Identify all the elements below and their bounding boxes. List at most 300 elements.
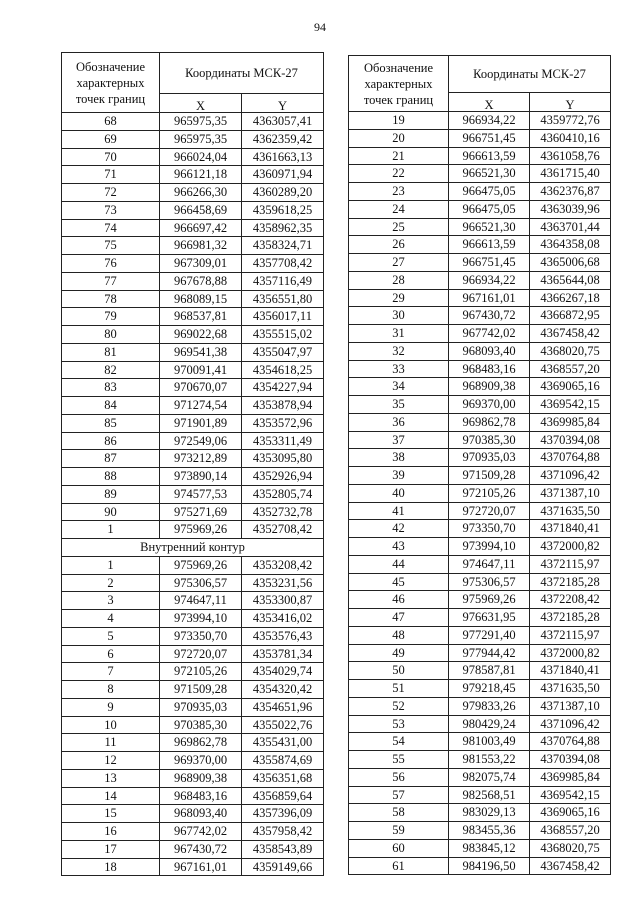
x-header: X bbox=[160, 94, 242, 113]
y-coordinate: 4356859,64 bbox=[242, 787, 324, 805]
table-row bbox=[62, 201, 324, 219]
x-coordinate: 968909,38 bbox=[160, 769, 242, 787]
x-coordinate: 972105,26 bbox=[449, 484, 530, 502]
x-coordinate: 968537,81 bbox=[160, 308, 242, 326]
x-coordinate: 979833,26 bbox=[449, 697, 530, 715]
x-coordinate: 966121,18 bbox=[160, 166, 242, 184]
y-coordinate: 4359772,76 bbox=[530, 112, 611, 130]
x-coordinate: 972720,07 bbox=[449, 502, 530, 520]
x-coordinate: 975271,69 bbox=[160, 503, 242, 521]
x-coordinate: 968483,16 bbox=[449, 360, 530, 378]
y-coordinate: 4372115,97 bbox=[530, 626, 611, 644]
x-coordinate: 973890,14 bbox=[160, 468, 242, 486]
point-number: 50 bbox=[349, 662, 449, 680]
x-coordinate: 970385,30 bbox=[449, 431, 530, 449]
table-row bbox=[349, 449, 611, 467]
y-coordinate: 4353095,80 bbox=[242, 450, 324, 468]
point-number: 9 bbox=[62, 698, 160, 716]
point-number: 21 bbox=[349, 147, 449, 165]
table-row bbox=[62, 752, 324, 770]
y-coordinate: 4371096,42 bbox=[530, 715, 611, 733]
point-number: 61 bbox=[349, 857, 449, 875]
y-coordinate: 4354227,94 bbox=[242, 379, 324, 397]
x-header: X bbox=[449, 93, 530, 112]
point-number: 88 bbox=[62, 468, 160, 486]
table-row bbox=[62, 450, 324, 468]
table-row bbox=[62, 805, 324, 823]
table-row bbox=[62, 787, 324, 805]
x-coordinate: 965975,35 bbox=[160, 130, 242, 148]
point-number: 58 bbox=[349, 804, 449, 822]
table-row bbox=[349, 626, 611, 644]
y-coordinate: 4371635,50 bbox=[530, 680, 611, 698]
y-coordinate: 4357958,42 bbox=[242, 823, 324, 841]
point-number: 89 bbox=[62, 485, 160, 503]
point-number: 57 bbox=[349, 786, 449, 804]
x-coordinate: 969862,78 bbox=[160, 734, 242, 752]
y-coordinate: 4362376,87 bbox=[530, 183, 611, 201]
table-row bbox=[349, 307, 611, 325]
x-coordinate: 975969,26 bbox=[449, 591, 530, 609]
point-number: 73 bbox=[62, 201, 160, 219]
point-number: 72 bbox=[62, 184, 160, 202]
table-row bbox=[62, 414, 324, 432]
point-number: 16 bbox=[62, 823, 160, 841]
y-coordinate: 4362359,42 bbox=[242, 130, 324, 148]
y-coordinate: 4372185,28 bbox=[530, 573, 611, 591]
point-number: 60 bbox=[349, 839, 449, 857]
x-coordinate: 966266,30 bbox=[160, 184, 242, 202]
x-coordinate: 980429,24 bbox=[449, 715, 530, 733]
point-number: 5 bbox=[62, 627, 160, 645]
y-coordinate: 4368557,20 bbox=[530, 360, 611, 378]
y-coordinate: 4354651,96 bbox=[242, 698, 324, 716]
point-number: 23 bbox=[349, 183, 449, 201]
table-row bbox=[62, 610, 324, 628]
x-coordinate: 982075,74 bbox=[449, 768, 530, 786]
x-coordinate: 981003,49 bbox=[449, 733, 530, 751]
y-coordinate: 4355431,00 bbox=[242, 734, 324, 752]
y-coordinate: 4367458,42 bbox=[530, 325, 611, 343]
point-number: 3 bbox=[62, 592, 160, 610]
x-coordinate: 966697,42 bbox=[160, 219, 242, 237]
x-coordinate: 969022,68 bbox=[160, 326, 242, 344]
table-row bbox=[62, 468, 324, 486]
y-coordinate: 4353416,02 bbox=[242, 610, 324, 628]
point-number: 78 bbox=[62, 290, 160, 308]
designation-header: Обозначение характерных точек границ bbox=[62, 53, 160, 113]
y-coordinate: 4353311,49 bbox=[242, 432, 324, 450]
table-row bbox=[349, 413, 611, 431]
table-row bbox=[349, 218, 611, 236]
y-coordinate: 4371840,41 bbox=[530, 520, 611, 538]
y-coordinate: 4353781,34 bbox=[242, 645, 324, 663]
table-row bbox=[349, 112, 611, 130]
point-number: 76 bbox=[62, 255, 160, 273]
point-number: 49 bbox=[349, 644, 449, 662]
y-coordinate: 4371387,10 bbox=[530, 697, 611, 715]
point-number: 15 bbox=[62, 805, 160, 823]
y-coordinate: 4363039,96 bbox=[530, 200, 611, 218]
point-number: 54 bbox=[349, 733, 449, 751]
x-coordinate: 968093,40 bbox=[160, 805, 242, 823]
x-coordinate: 975306,57 bbox=[449, 573, 530, 591]
y-coordinate: 4368020,75 bbox=[530, 839, 611, 857]
point-number: 47 bbox=[349, 609, 449, 627]
y-coordinate: 4372000,82 bbox=[530, 644, 611, 662]
x-coordinate: 982568,51 bbox=[449, 786, 530, 804]
table-row bbox=[62, 166, 324, 184]
x-coordinate: 972549,06 bbox=[160, 432, 242, 450]
y-coordinate: 4353878,94 bbox=[242, 397, 324, 415]
x-coordinate: 983455,36 bbox=[449, 822, 530, 840]
point-number: 43 bbox=[349, 538, 449, 556]
table-row bbox=[349, 271, 611, 289]
x-coordinate: 967742,02 bbox=[160, 823, 242, 841]
inner-contour-title: Внутренний контур bbox=[62, 539, 324, 557]
y-coordinate: 4371096,42 bbox=[530, 467, 611, 485]
point-number: 20 bbox=[349, 129, 449, 147]
x-coordinate: 973350,70 bbox=[449, 520, 530, 538]
point-number: 8 bbox=[62, 681, 160, 699]
point-number: 10 bbox=[62, 716, 160, 734]
x-coordinate: 975969,26 bbox=[160, 556, 242, 574]
y-coordinate: 4369985,84 bbox=[530, 768, 611, 786]
y-coordinate: 4352732,78 bbox=[242, 503, 324, 521]
y-coordinate: 4370394,08 bbox=[530, 431, 611, 449]
y-coordinate: 4369065,16 bbox=[530, 378, 611, 396]
point-number: 11 bbox=[62, 734, 160, 752]
y-coordinate: 4372185,28 bbox=[530, 609, 611, 627]
y-coordinate: 4356351,68 bbox=[242, 769, 324, 787]
x-coordinate: 976631,95 bbox=[449, 609, 530, 627]
point-number: 87 bbox=[62, 450, 160, 468]
table-row bbox=[62, 663, 324, 681]
table-row bbox=[62, 343, 324, 361]
point-number: 19 bbox=[349, 112, 449, 130]
table-row bbox=[62, 113, 324, 131]
point-number: 56 bbox=[349, 768, 449, 786]
x-coordinate: 965975,35 bbox=[160, 113, 242, 131]
y-header: Y bbox=[530, 93, 611, 112]
y-coordinate: 4352926,94 bbox=[242, 468, 324, 486]
point-number: 41 bbox=[349, 502, 449, 520]
point-number: 2 bbox=[62, 574, 160, 592]
table-row bbox=[349, 662, 611, 680]
y-coordinate: 4366267,18 bbox=[530, 289, 611, 307]
table-row bbox=[62, 592, 324, 610]
point-number: 81 bbox=[62, 343, 160, 361]
point-number: 24 bbox=[349, 200, 449, 218]
table-row bbox=[62, 379, 324, 397]
y-coordinate: 4353576,43 bbox=[242, 627, 324, 645]
table-row bbox=[62, 130, 324, 148]
y-coordinate: 4370394,08 bbox=[530, 751, 611, 769]
y-coordinate: 4357708,42 bbox=[242, 255, 324, 273]
x-coordinate: 983845,12 bbox=[449, 839, 530, 857]
point-number: 1 bbox=[62, 521, 160, 539]
point-number: 55 bbox=[349, 751, 449, 769]
point-number: 1 bbox=[62, 556, 160, 574]
x-coordinate: 984196,50 bbox=[449, 857, 530, 875]
y-coordinate: 4369985,84 bbox=[530, 413, 611, 431]
y-coordinate: 4365006,68 bbox=[530, 254, 611, 272]
table-row bbox=[349, 839, 611, 857]
y-coordinate: 4370764,88 bbox=[530, 449, 611, 467]
point-number: 18 bbox=[62, 858, 160, 876]
y-coordinate: 4372000,82 bbox=[530, 538, 611, 556]
x-coordinate: 966981,32 bbox=[160, 237, 242, 255]
x-coordinate: 968483,16 bbox=[160, 787, 242, 805]
y-header: Y bbox=[242, 94, 324, 113]
table-row bbox=[62, 503, 324, 521]
x-coordinate: 967161,01 bbox=[160, 858, 242, 876]
table-row bbox=[349, 555, 611, 573]
table-row bbox=[349, 502, 611, 520]
table-row bbox=[349, 289, 611, 307]
y-coordinate: 4355047,97 bbox=[242, 343, 324, 361]
y-coordinate: 4359618,25 bbox=[242, 201, 324, 219]
y-coordinate: 4355874,69 bbox=[242, 752, 324, 770]
point-number: 27 bbox=[349, 254, 449, 272]
y-coordinate: 4369542,15 bbox=[530, 396, 611, 414]
y-coordinate: 4361058,76 bbox=[530, 147, 611, 165]
point-number: 90 bbox=[62, 503, 160, 521]
designation-header: Обозначение характерных точек границ bbox=[349, 56, 449, 112]
y-coordinate: 4368020,75 bbox=[530, 342, 611, 360]
y-coordinate: 4353231,56 bbox=[242, 574, 324, 592]
point-number: 44 bbox=[349, 555, 449, 573]
point-number: 26 bbox=[349, 236, 449, 254]
y-coordinate: 4369542,15 bbox=[530, 786, 611, 804]
table-row bbox=[349, 786, 611, 804]
table-row bbox=[349, 751, 611, 769]
point-number: 29 bbox=[349, 289, 449, 307]
table-row bbox=[349, 254, 611, 272]
x-coordinate: 967430,72 bbox=[449, 307, 530, 325]
table-row bbox=[349, 697, 611, 715]
x-coordinate: 969541,38 bbox=[160, 343, 242, 361]
point-number: 52 bbox=[349, 697, 449, 715]
x-coordinate: 974577,53 bbox=[160, 485, 242, 503]
point-number: 51 bbox=[349, 680, 449, 698]
point-number: 38 bbox=[349, 449, 449, 467]
table-row bbox=[62, 769, 324, 787]
point-number: 45 bbox=[349, 573, 449, 591]
x-coordinate: 969370,00 bbox=[449, 396, 530, 414]
table-row bbox=[62, 858, 324, 876]
x-coordinate: 981553,22 bbox=[449, 751, 530, 769]
y-coordinate: 4354320,42 bbox=[242, 681, 324, 699]
x-coordinate: 966521,30 bbox=[449, 218, 530, 236]
table-row bbox=[349, 396, 611, 414]
y-coordinate: 4352805,74 bbox=[242, 485, 324, 503]
x-coordinate: 977944,42 bbox=[449, 644, 530, 662]
point-number: 48 bbox=[349, 626, 449, 644]
x-coordinate: 966751,45 bbox=[449, 254, 530, 272]
x-coordinate: 973212,89 bbox=[160, 450, 242, 468]
x-coordinate: 966934,22 bbox=[449, 112, 530, 130]
y-coordinate: 4368557,20 bbox=[530, 822, 611, 840]
y-coordinate: 4353300,87 bbox=[242, 592, 324, 610]
point-number: 4 bbox=[62, 610, 160, 628]
table-row bbox=[62, 556, 324, 574]
x-coordinate: 966475,05 bbox=[449, 183, 530, 201]
table-row bbox=[62, 627, 324, 645]
point-number: 84 bbox=[62, 397, 160, 415]
table-row bbox=[349, 573, 611, 591]
point-number: 25 bbox=[349, 218, 449, 236]
table-row bbox=[62, 184, 324, 202]
point-number: 75 bbox=[62, 237, 160, 255]
x-coordinate: 974647,11 bbox=[160, 592, 242, 610]
x-coordinate: 968909,38 bbox=[449, 378, 530, 396]
point-number: 86 bbox=[62, 432, 160, 450]
table-row bbox=[349, 715, 611, 733]
x-coordinate: 975306,57 bbox=[160, 574, 242, 592]
x-coordinate: 966458,69 bbox=[160, 201, 242, 219]
x-coordinate: 970670,07 bbox=[160, 379, 242, 397]
y-coordinate: 4358962,35 bbox=[242, 219, 324, 237]
x-coordinate: 970935,03 bbox=[449, 449, 530, 467]
table-row bbox=[62, 326, 324, 344]
point-number: 71 bbox=[62, 166, 160, 184]
point-number: 42 bbox=[349, 520, 449, 538]
point-number: 34 bbox=[349, 378, 449, 396]
table-row bbox=[349, 147, 611, 165]
table-row bbox=[349, 342, 611, 360]
y-coordinate: 4355515,02 bbox=[242, 326, 324, 344]
y-coordinate: 4371840,41 bbox=[530, 662, 611, 680]
y-coordinate: 4359149,66 bbox=[242, 858, 324, 876]
table-row bbox=[62, 290, 324, 308]
point-number: 69 bbox=[62, 130, 160, 148]
y-coordinate: 4353572,96 bbox=[242, 414, 324, 432]
point-number: 39 bbox=[349, 467, 449, 485]
y-coordinate: 4363057,41 bbox=[242, 113, 324, 131]
point-number: 46 bbox=[349, 591, 449, 609]
y-coordinate: 4357116,49 bbox=[242, 272, 324, 290]
point-number: 33 bbox=[349, 360, 449, 378]
table-row bbox=[62, 361, 324, 379]
y-coordinate: 4363701,44 bbox=[530, 218, 611, 236]
table-row bbox=[349, 431, 611, 449]
point-number: 59 bbox=[349, 822, 449, 840]
x-coordinate: 971274,54 bbox=[160, 397, 242, 415]
x-coordinate: 972720,07 bbox=[160, 645, 242, 663]
y-coordinate: 4371387,10 bbox=[530, 484, 611, 502]
x-coordinate: 967430,72 bbox=[160, 840, 242, 858]
y-coordinate: 4353208,42 bbox=[242, 556, 324, 574]
point-number: 14 bbox=[62, 787, 160, 805]
point-number: 32 bbox=[349, 342, 449, 360]
table-row bbox=[62, 734, 324, 752]
x-coordinate: 968093,40 bbox=[449, 342, 530, 360]
table-row bbox=[349, 378, 611, 396]
y-coordinate: 4358543,89 bbox=[242, 840, 324, 858]
x-coordinate: 966751,45 bbox=[449, 129, 530, 147]
x-coordinate: 970091,41 bbox=[160, 361, 242, 379]
table-row bbox=[349, 236, 611, 254]
x-coordinate: 971509,28 bbox=[449, 467, 530, 485]
table-row bbox=[349, 822, 611, 840]
table-row bbox=[62, 308, 324, 326]
coordinates-table-left bbox=[61, 52, 324, 876]
table-row bbox=[62, 840, 324, 858]
table-row bbox=[62, 255, 324, 273]
y-coordinate: 4355022,76 bbox=[242, 716, 324, 734]
point-number: 74 bbox=[62, 219, 160, 237]
table-row bbox=[349, 609, 611, 627]
point-number: 6 bbox=[62, 645, 160, 663]
point-number: 7 bbox=[62, 663, 160, 681]
y-coordinate: 4361663,13 bbox=[242, 148, 324, 166]
point-number: 17 bbox=[62, 840, 160, 858]
x-coordinate: 966475,05 bbox=[449, 200, 530, 218]
y-coordinate: 4356551,80 bbox=[242, 290, 324, 308]
x-coordinate: 966613,59 bbox=[449, 147, 530, 165]
point-number: 82 bbox=[62, 361, 160, 379]
table-row bbox=[349, 200, 611, 218]
y-coordinate: 4370764,88 bbox=[530, 733, 611, 751]
x-coordinate: 973994,10 bbox=[449, 538, 530, 556]
y-coordinate: 4372115,97 bbox=[530, 555, 611, 573]
table-row bbox=[62, 219, 324, 237]
point-number: 35 bbox=[349, 396, 449, 414]
x-coordinate: 966934,22 bbox=[449, 271, 530, 289]
point-number: 77 bbox=[62, 272, 160, 290]
table-row bbox=[349, 484, 611, 502]
table-row bbox=[62, 272, 324, 290]
table-row bbox=[62, 716, 324, 734]
y-coordinate: 4360289,20 bbox=[242, 184, 324, 202]
point-number: 30 bbox=[349, 307, 449, 325]
point-number: 36 bbox=[349, 413, 449, 431]
point-number: 83 bbox=[62, 379, 160, 397]
point-number: 12 bbox=[62, 752, 160, 770]
y-coordinate: 4369065,16 bbox=[530, 804, 611, 822]
x-coordinate: 966613,59 bbox=[449, 236, 530, 254]
table-row bbox=[349, 325, 611, 343]
x-coordinate: 966024,04 bbox=[160, 148, 242, 166]
y-coordinate: 4352708,42 bbox=[242, 521, 324, 539]
y-coordinate: 4360971,94 bbox=[242, 166, 324, 184]
point-number: 40 bbox=[349, 484, 449, 502]
point-number: 85 bbox=[62, 414, 160, 432]
x-coordinate: 983029,13 bbox=[449, 804, 530, 822]
x-coordinate: 972105,26 bbox=[160, 663, 242, 681]
x-coordinate: 970935,03 bbox=[160, 698, 242, 716]
x-coordinate: 971901,89 bbox=[160, 414, 242, 432]
y-coordinate: 4361715,40 bbox=[530, 165, 611, 183]
table-row bbox=[62, 698, 324, 716]
table-row bbox=[62, 645, 324, 663]
y-coordinate: 4354618,25 bbox=[242, 361, 324, 379]
point-number: 53 bbox=[349, 715, 449, 733]
x-coordinate: 967742,02 bbox=[449, 325, 530, 343]
coordinates-header: Координаты МСК-27 bbox=[160, 53, 324, 94]
x-coordinate: 967161,01 bbox=[449, 289, 530, 307]
point-number: 31 bbox=[349, 325, 449, 343]
x-coordinate: 967678,88 bbox=[160, 272, 242, 290]
y-coordinate: 4371635,50 bbox=[530, 502, 611, 520]
table-row bbox=[62, 148, 324, 166]
y-coordinate: 4366872,95 bbox=[530, 307, 611, 325]
point-number: 80 bbox=[62, 326, 160, 344]
table-row bbox=[349, 857, 611, 875]
y-coordinate: 4360410,16 bbox=[530, 129, 611, 147]
y-coordinate: 4365644,08 bbox=[530, 271, 611, 289]
